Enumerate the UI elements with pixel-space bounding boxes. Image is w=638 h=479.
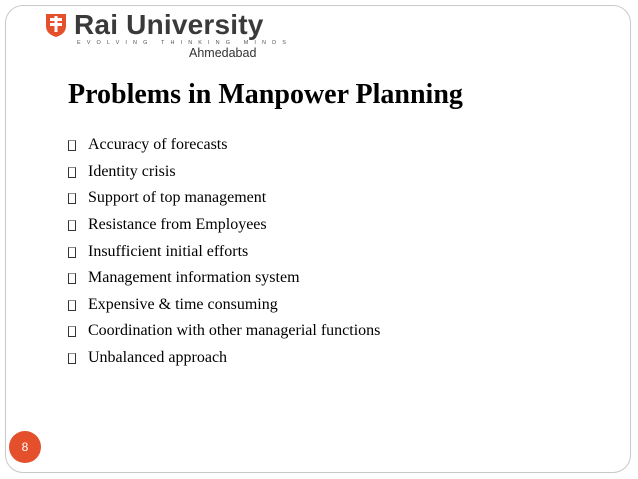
bullet-item: [68, 185, 380, 212]
bullet-text: Coordination with other managerial functions: [88, 322, 381, 340]
square-bullet-icon: [68, 140, 76, 151]
bullet-list: [68, 132, 380, 371]
square-bullet-icon: [68, 167, 76, 178]
bullet-item: [68, 318, 380, 345]
bullet-item: [68, 238, 380, 265]
slide-title: Problems in Manpower Planning: [68, 79, 463, 110]
square-bullet-icon: [68, 220, 76, 231]
square-bullet-icon: [68, 247, 76, 258]
bullet-item: [68, 132, 380, 159]
square-bullet-icon: [68, 273, 76, 284]
bullet-item: [68, 345, 380, 372]
square-bullet-icon: [68, 193, 76, 204]
square-bullet-icon: [68, 353, 76, 364]
logo-name: Rai University: [74, 9, 264, 40]
logo-campus: Ahmedabad: [189, 46, 257, 60]
bullet-text: Expensive & time consuming: [88, 295, 278, 313]
bullet-text: Identity crisis: [88, 162, 176, 180]
bullet-text: Support of top management: [88, 189, 267, 207]
bullet-text: Accuracy of forecasts: [88, 136, 228, 154]
university-logo: [44, 9, 292, 60]
university-crest-icon: [44, 12, 68, 38]
square-bullet-icon: [68, 300, 76, 311]
bullet-item: [68, 292, 380, 319]
bullet-item: [68, 212, 380, 239]
bullet-text: Management information system: [88, 269, 300, 287]
page-number-badge: 8: [9, 431, 41, 463]
bullet-text: Insufficient initial efforts: [88, 242, 249, 260]
bullet-text: Unbalanced approach: [88, 349, 228, 367]
logo-tagline: EVOLVING THINKING MINDS: [77, 40, 292, 46]
square-bullet-icon: [68, 326, 76, 337]
bullet-item: [68, 265, 380, 292]
bullet-text: Resistance from Employees: [88, 216, 267, 234]
bullet-item: [68, 159, 380, 186]
